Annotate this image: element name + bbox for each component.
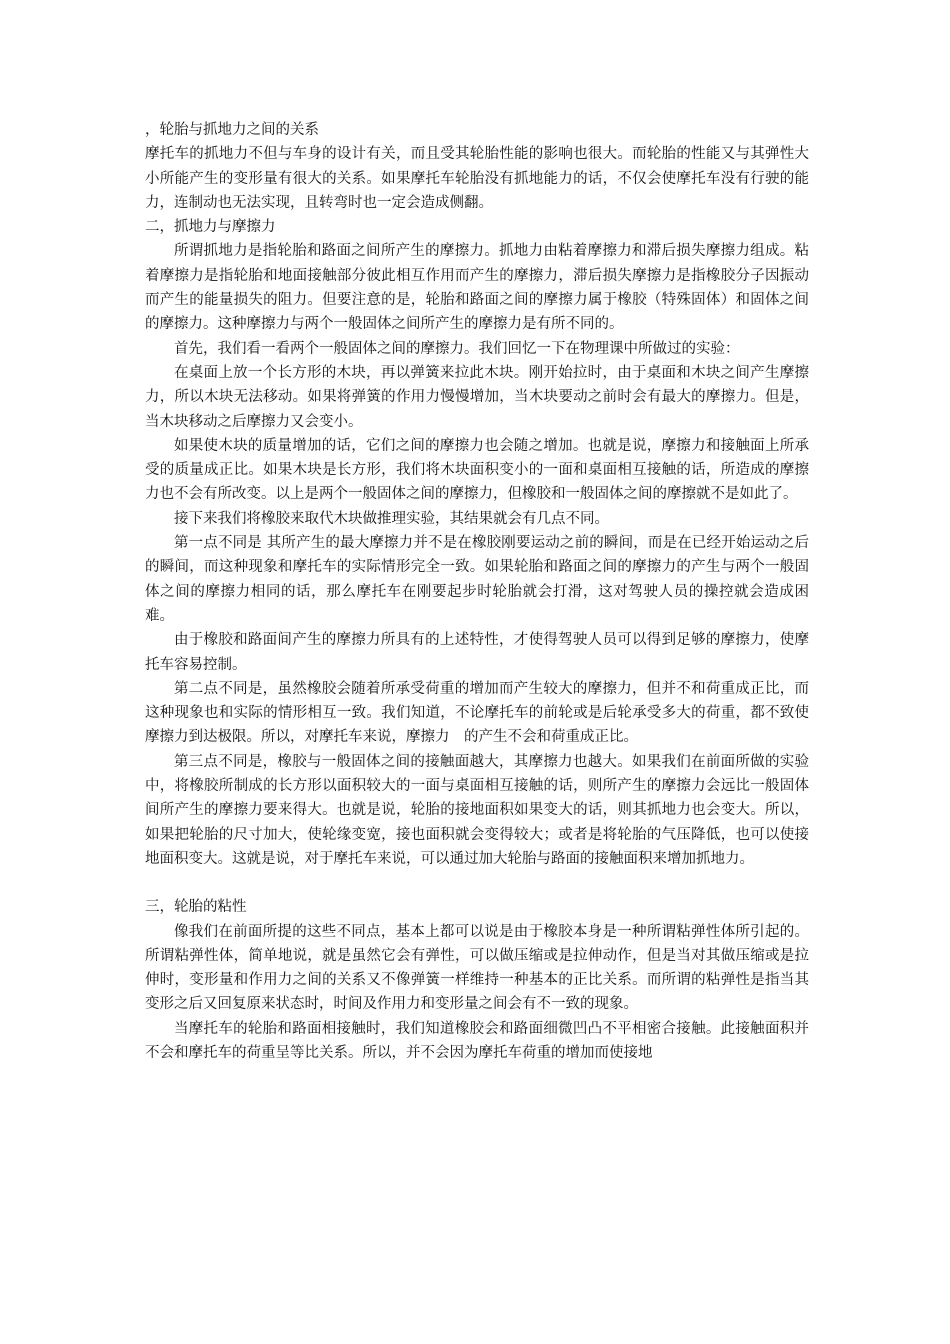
document-page — [145, 118, 809, 1065]
blank-line — [145, 871, 809, 895]
paragraph: 当摩托车的轮胎和路面相接触时，我们知道橡胶会和路面细微凹凸不平相密合接触。此接触面积并不会和摩托车的荷重呈等比关系。所以，并不会因为摩托车荷重的增加而使接地 — [145, 1020, 809, 1061]
paragraph: 在桌面上放一个长方形的木块，再以弹簧来拉此木块。刚开始拉时，由于桌面和木块之间产生摩擦力，所以木块无法移动。如果将弹簧的作用力慢慢增加，当木块要动之前时会有最大的摩擦力。但是，当木块移动之后摩擦力又会变小。 — [145, 364, 809, 430]
paragraph: 第三点不同是，橡胶与一般固体之间的接触面越大，其摩擦力也越大。如果我们在前面所做的实验中，将橡胶所制成的长方形以面积较大的一面与桌面相互接触的话，则所产生的摩擦力会远比一般固体间所产生的摩擦力要来得大。也就是说，轮胎的接地面积如果变大的话，则其抓地力也会变大。所以，如果把轮胎的尺寸加大，使轮缘变宽，接也面积就会变得较大；或者是将轮胎的气压降低，也可以使接地面积变大。这就是说，对于摩托车来说，可以通过加大轮胎与路面的接触面积来增加抓地力。 — [145, 753, 809, 867]
paragraph: 所谓抓地力是指轮胎和路面之间所产生的摩擦力。抓地力由粘着摩擦力和滞后损失摩擦力组成。粘着摩擦力是指轮胎和地面接触部分彼此相互作用而产生的摩擦力，滞后损失摩擦力是指橡胶分子因振动而产生的能量损失的阻力。但要注意的是，轮胎和路面之间的摩擦力属于橡胶（特殊固体）和固体之间的摩擦力。这种摩擦力与两个一般固体之间所产生的摩擦力是有所不同的。 — [145, 243, 809, 333]
section-heading-tire-grip: ，轮胎与抓地力之间的关系 — [145, 122, 319, 138]
section-heading-grip-friction: 二，抓地力与摩擦力 — [145, 219, 276, 236]
paragraph: 摩托车的抓地力不但与车身的设计有关，而且受其轮胎性能的影响也很大。而轮胎的性能又与其弹性大小所能产生的变形量有很大的关系。如果摩托车轮胎没有抓地能力的话，不仅会使摩托车没有行驶的能力，连制动也无法实现，且转弯时也一定会造成侧翻。 — [145, 146, 809, 211]
paragraph: 像我们在前面所提的这些不同点，基本上都可以说是由于橡胶本身是一种所谓粘弹性体所引起的。所谓粘弹性体，简单地说，就是虽然它会有弹性，可以做压缩或是拉伸动作，但是当对其做压缩或是拉伸时，变形量和作用力之间的关系又不像弹簧一样维持一种基本的正比关系。而所谓的粘弹性是指当其变形之后又回复原来状态时，时间及作用力和变形量之间会有不一致的现象。 — [145, 923, 809, 1013]
paragraph: 第二点不同是，虽然橡胶会随着所承受荷重的增加而产生较大的摩擦力，但并不和荷重成正比，而这种现象也和实际的情形相互一致。我们知道，不论摩托车的前轮或是后轮承受多大的荷重，都不致使摩擦力到达极限。所以，对摩托车来说，摩擦力 的产生不会和荷重成正比。 — [145, 680, 809, 746]
section-heading-tire-viscosity: 三，轮胎的粘性 — [145, 899, 247, 916]
paragraph: 第一点不同是 其所产生的最大摩擦力并不是在橡胶刚要运动之前的瞬间，而是在已经开始运动之后的瞬间，而这种现象和摩托车的实际情形完全一致。如果轮胎和路面之间的摩擦力的产生与两个一般固体之间的摩擦力相同的话，那么摩托车在刚要起步时轮胎就会打滑，这对驾驶人员的操控就会造成困难。 — [145, 535, 809, 624]
paragraph: 接下来我们将橡胶来取代木块做推理实验，其结果就会有几点不同。 — [174, 510, 609, 527]
paragraph: 首先，我们看一看两个一般固体之间的摩擦力。我们回忆一下在物理课中所做过的实验： — [174, 340, 740, 357]
paragraph: 由于橡胶和路面间产生的摩擦力所具有的上述特性，才使得驾驶人员可以得到足够的摩擦力，使摩托车容易控制。 — [145, 632, 809, 673]
paragraph: 如果使木块的质量增加的话，它们之间的摩擦力也会随之增加。也就是说，摩擦力和接触面上所承受的质量成正比。如果木块是长方形，我们将木块面积变小的一面和桌面相互接触的话，所造成的摩擦力也不会有所改变。以上是两个一般固体之间的摩擦力，但橡胶和一般固体之间的摩擦就不是如此了。 — [145, 437, 809, 503]
